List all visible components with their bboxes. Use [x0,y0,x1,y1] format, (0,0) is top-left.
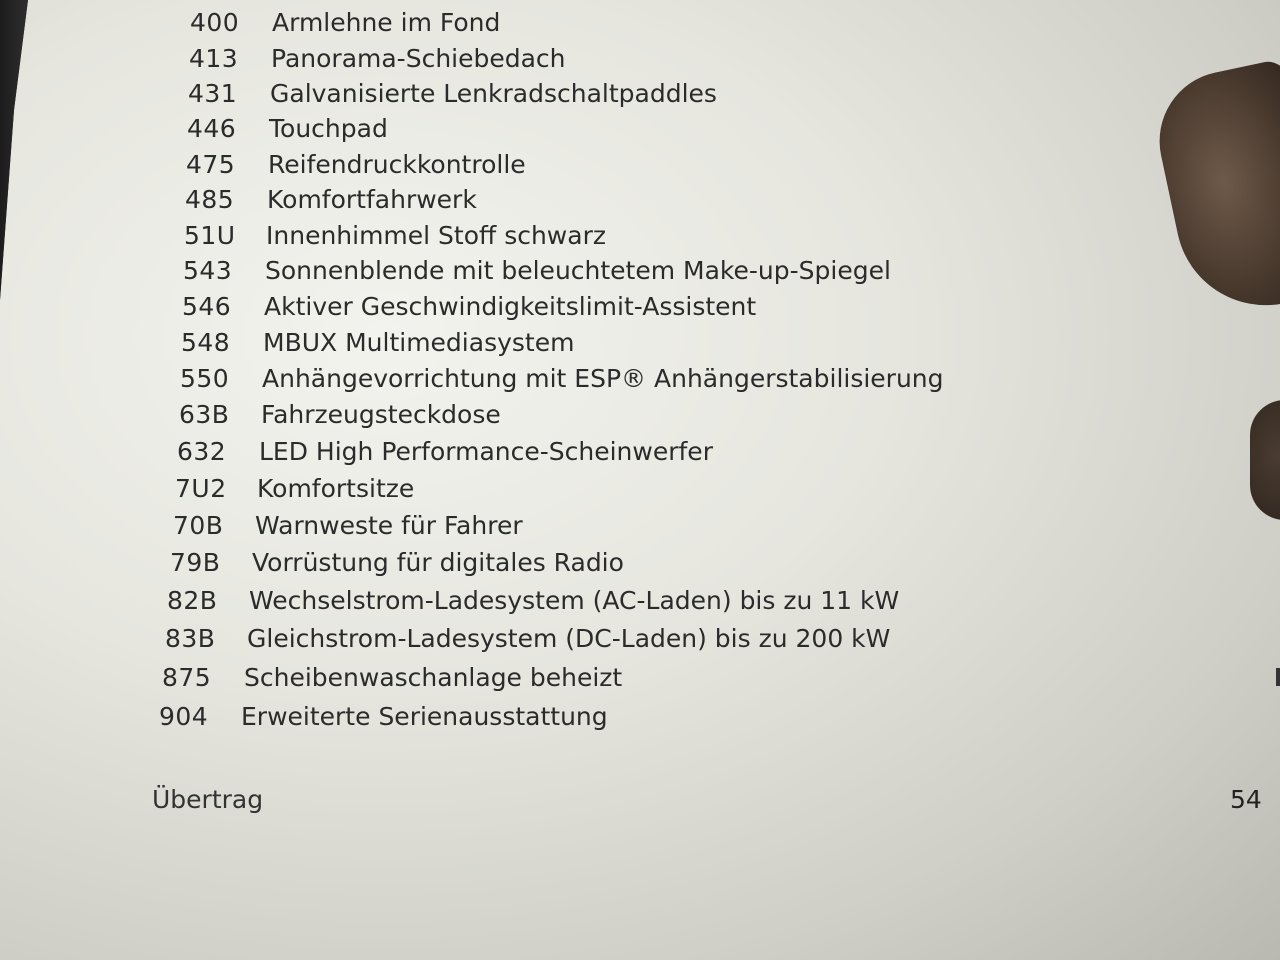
item-description: Fahrzeugsteckdose [261,400,501,429]
item-code: 485 [185,185,235,214]
item-description: Vorrüstung für digitales Radio [252,548,624,577]
item-description: Komfortfahrwerk [267,185,477,214]
item-description: Warnweste für Fahrer [255,511,523,540]
item-code: 548 [181,328,231,357]
item-description: Reifendruckkontrolle [268,150,526,179]
item-code: 475 [186,150,236,179]
item-description: Scheibenwaschanlage beheizt [244,663,623,692]
item-code: 446 [187,114,237,143]
item-code: 550 [180,364,230,393]
item-description: Sonnenblende mit beleuchtetem Make-up-Spiegel [265,256,891,285]
item-code: 63B [179,400,230,429]
item-description: Galvanisierte Lenkradschaltpaddles [270,79,717,108]
item-description: Innenhimmel Stoff schwarz [266,221,606,250]
item-code: 79B [170,548,221,577]
item-code: 431 [188,79,238,108]
item-code: 70B [173,511,224,540]
item-code: 82B [167,586,218,615]
finger-lower [1250,400,1280,520]
item-description: Aktiver Geschwindigkeitslimit-Assistent [264,292,757,321]
item-code: 413 [189,44,239,73]
item-code: 546 [182,292,232,321]
item-code: 904 [159,702,209,731]
item-description: MBUX Multimediasystem [263,328,575,357]
item-description: Erweiterte Serienausstattung [241,702,608,731]
item-description: Touchpad [269,114,388,143]
item-code: 83B [165,624,216,653]
item-description: Armlehne im Fond [272,8,501,37]
item-description: Anhängevorrichtung mit ESP® Anhängerstabilisierung [262,364,944,393]
item-description: Wechselstrom-Ladesystem (AC-Laden) bis zu 11 kW [249,586,900,615]
item-code: 7U2 [175,474,227,503]
edge-mark [1276,668,1280,686]
carryover-value: 54 [1230,785,1262,814]
item-code: 51U [184,221,236,250]
item-code: 632 [177,437,227,466]
item-description: LED High Performance-Scheinwerfer [259,437,713,466]
item-code: 400 [190,8,240,37]
item-description: Komfortsitze [257,474,415,503]
carryover-label: Übertrag [152,785,264,814]
item-code: 543 [183,256,233,285]
item-description: Gleichstrom-Ladesystem (DC-Laden) bis zu 200 kW [247,624,891,653]
item-code: 875 [162,663,212,692]
item-description: Panorama-Schiebedach [271,44,566,73]
